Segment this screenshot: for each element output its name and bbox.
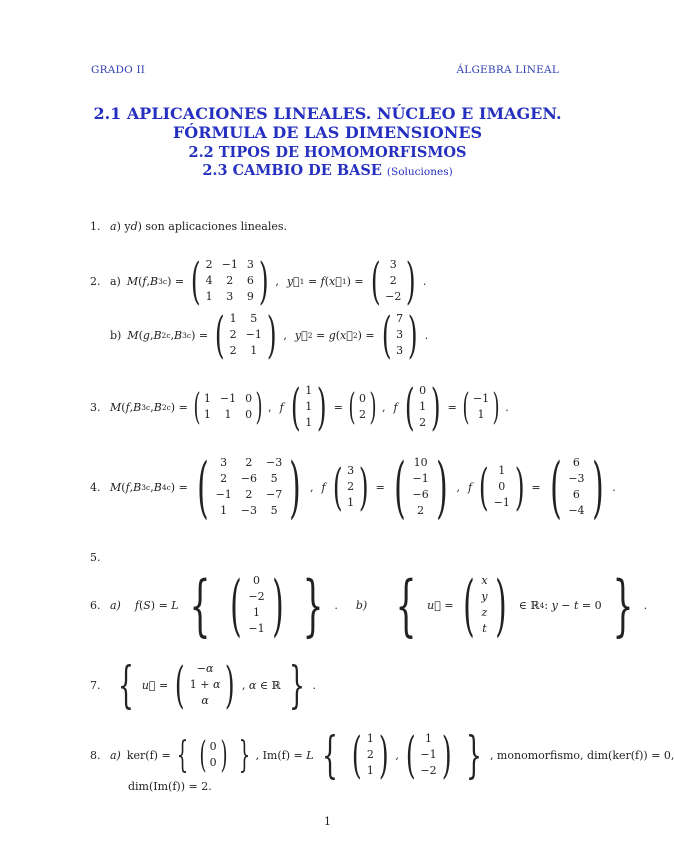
vector: ( 3 2 1 ) <box>332 458 369 516</box>
page-title <box>0 104 655 181</box>
solution-2b: b) M ( g , B 2 c , B 3 c ) = ( 1 5 2 −1 2 1 ) , y⃗ 2 = g ( x⃗ 2 ) = ( 7 3 3 ) . <box>110 306 429 364</box>
header-course: GRADO II <box>91 64 146 76</box>
title-line-4: 2.3 CAMBIO DE BASE (Soluciones) <box>202 162 453 179</box>
header-subject: ÁLGEBRA LINEAL <box>456 64 559 76</box>
vector: ( x y z t ) <box>462 566 507 644</box>
solution-3: 3. M ( f , B 3 c , B 2 c ) = ( 1 −1 0 1 1 0 ) , f ( 1 1 1 ) = ( 0 2 ) , f ( 0 1 2 ) = ( −1 1 ) . <box>90 378 509 436</box>
solution-1: 1. a ) y d ) son aplicaciones lineales. <box>90 220 288 233</box>
matrix: ( 1 5 2 −1 2 1 ) <box>215 306 277 364</box>
vector: ( 10 −1 −6 2 ) <box>393 448 448 526</box>
vector: ( 1 −1 −2 ) <box>405 726 452 784</box>
solution-8: 8. a) ker(f) = { ( 0 0 ) } , Im(f) = L { ( 1 2 1 ) , ( 1 −1 −2 ) } , monomorfismo, dim(ker(f)) = 0, <box>90 726 674 784</box>
page-number: 1 <box>324 815 331 828</box>
matrix: ( 2 −1 3 4 2 6 1 3 9 ) <box>190 252 269 310</box>
solution-7: 7. { u⃗ = ( −α 1 + α α ) , α ∈ ℝ } . <box>90 656 316 714</box>
solution-4: 4. M ( f , B 3 c , B 4 c ) = ( 3 2 −3 2 −6 5 −1 2 −7 1 −3 5 ) , f ( 3 2 1 ) = ( 10 −1 −6 2 ) , f ( 1 0 −1 ) = ( 6 −3 6 −4 ) . <box>90 448 616 526</box>
vector: ( 7 3 3 ) <box>381 306 418 364</box>
solution-5: 5. <box>90 551 101 564</box>
title-note: (Soluciones) <box>386 166 453 178</box>
solution-8-continued: dim(Im(f)) = 2. <box>128 780 212 793</box>
solution-6: 6. a) f ( S ) = L { ( 0 −2 1 −1 ) } . b) { u⃗ = ( x y z t ) ∈ ℝ 4 : y − t = 0 } . <box>90 566 648 644</box>
vector: ( −α 1 + α α ) <box>175 656 236 714</box>
title-line-2: FÓRMULA DE LAS DIMENSIONES <box>172 123 483 142</box>
matrix: ( 1 −1 0 1 1 0 ) <box>193 386 263 428</box>
vector: ( 1 0 −1 ) <box>478 458 525 516</box>
vector: ( 6 −3 6 −4 ) <box>549 448 604 526</box>
title-line-3: 2.2 TIPOS DE HOMOMORFISMOS <box>188 144 467 161</box>
vector: ( 0 0 ) <box>199 734 228 776</box>
matrix: ( 3 2 −3 2 −6 5 −1 2 −7 1 −3 5 ) <box>196 448 301 526</box>
vector: ( 0 2 ) <box>348 386 377 428</box>
vector: ( 3 2 −2 ) <box>370 252 417 310</box>
vector: ( 0 −2 1 −1 ) <box>229 566 284 644</box>
solution-2a: 2. a) M ( f , B 3 c ) = ( 2 −1 3 4 2 6 1 3 9 ) , y⃗ 1 = f ( x⃗ 1 ) = ( 3 2 −2 ) . <box>90 252 427 310</box>
vector: ( 0 1 2 ) <box>404 378 441 436</box>
title-line-1: 2.1 APLICACIONES LINEALES. NÚCLEO E IMAGEN. <box>93 104 562 123</box>
vector: ( 1 2 1 ) <box>352 726 389 784</box>
vector: ( −1 1 ) <box>462 386 500 428</box>
vector: ( 1 1 1 ) <box>290 378 327 436</box>
